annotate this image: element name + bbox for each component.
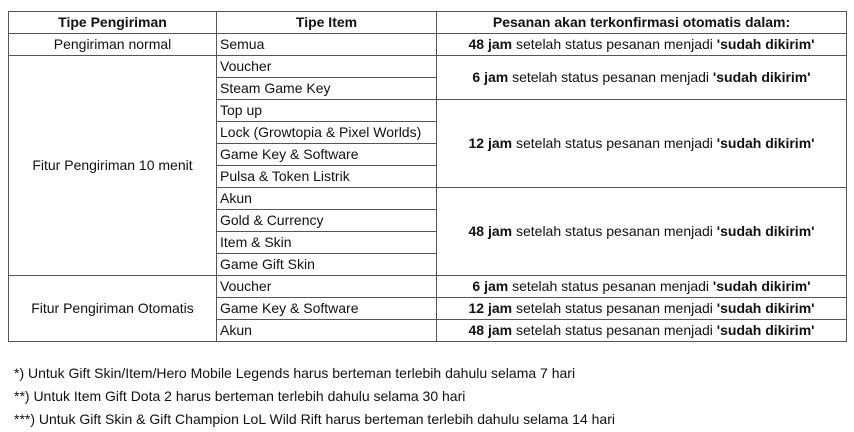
footnote: ***) Untuk Gift Skin & Gift Champion LoL Wild Rift harus berteman terlebih dahulu selama 14 hari	[14, 411, 615, 427]
time-description: setelah status pesanan menjadi	[512, 69, 710, 85]
item-type-cell: Semua	[217, 34, 437, 56]
footnotes	[14, 362, 615, 431]
time-description: setelah status pesanan menjadi	[515, 300, 713, 316]
item-type-cell: Gold & Currency	[217, 210, 437, 232]
item-type-cell: Steam Game Key	[217, 78, 437, 100]
status-value: 'sudah dikirim'	[716, 300, 815, 316]
item-type-cell: Lock (Growtopia & Pixel Worlds)	[217, 122, 437, 144]
hours-value: 12 jam	[468, 300, 513, 316]
hours-value: 6 jam	[472, 278, 509, 294]
confirmation-time-cell	[437, 188, 847, 276]
status-value: 'sudah dikirim'	[712, 278, 811, 294]
footnote: **) Untuk Item Gift Dota 2 harus berteman terlebih dahulu selama 30 hari	[14, 388, 466, 404]
item-type-cell: Game Key & Software	[217, 298, 437, 320]
confirmation-time-cell	[437, 100, 847, 188]
item-type-cell: Voucher	[217, 56, 437, 78]
item-type-cell: Pulsa & Token Listrik	[217, 166, 437, 188]
table-header	[9, 12, 847, 34]
item-type-cell: Voucher	[217, 276, 437, 298]
table-row	[9, 276, 847, 298]
item-type-cell: Game Key & Software	[217, 144, 437, 166]
confirmation-time-cell	[437, 34, 847, 56]
table-row	[9, 34, 847, 56]
confirmation-time-cell	[437, 56, 847, 100]
hours-value: 48 jam	[468, 223, 513, 239]
status-value: 'sudah dikirim'	[716, 223, 815, 239]
hours-value: 48 jam	[468, 322, 513, 338]
time-description: setelah status pesanan menjadi	[515, 322, 713, 338]
time-description: setelah status pesanan menjadi	[515, 36, 713, 52]
header-confirmation-time: Pesanan akan terkonfirmasi otomatis dalam:	[437, 12, 847, 34]
status-value: 'sudah dikirim'	[716, 322, 815, 338]
time-description: setelah status pesanan menjadi	[515, 223, 713, 239]
item-type-cell: Item & Skin	[217, 232, 437, 254]
confirmation-time-cell	[437, 298, 847, 320]
status-value: 'sudah dikirim'	[716, 36, 815, 52]
confirmation-time-cell	[437, 320, 847, 342]
time-description: setelah status pesanan menjadi	[515, 135, 713, 151]
shipping-type-cell: Fitur Pengiriman Otomatis	[9, 276, 217, 342]
header-shipping-type: Tipe Pengiriman	[9, 12, 217, 34]
status-value: 'sudah dikirim'	[712, 69, 811, 85]
header-row	[9, 12, 847, 34]
item-type-cell: Akun	[217, 188, 437, 210]
hours-value: 12 jam	[468, 135, 513, 151]
table-body	[9, 34, 847, 342]
footnote: *) Untuk Gift Skin/Item/Hero Mobile Legends harus berteman terlebih dahulu selama 7 hari	[14, 365, 576, 381]
table-row	[9, 56, 847, 78]
item-type-cell: Top up	[217, 100, 437, 122]
hours-value: 6 jam	[472, 69, 509, 85]
item-type-cell: Game Gift Skin	[217, 254, 437, 276]
shipping-type-cell: Fitur Pengiriman 10 menit	[9, 56, 217, 276]
item-type-cell: Akun	[217, 320, 437, 342]
time-description: setelah status pesanan menjadi	[512, 278, 710, 294]
header-item-type: Tipe Item	[217, 12, 437, 34]
shipping-confirmation-table	[8, 11, 847, 342]
confirmation-time-cell	[437, 276, 847, 298]
status-value: 'sudah dikirim'	[716, 135, 815, 151]
shipping-type-cell: Pengiriman normal	[9, 34, 217, 56]
hours-value: 48 jam	[468, 36, 513, 52]
